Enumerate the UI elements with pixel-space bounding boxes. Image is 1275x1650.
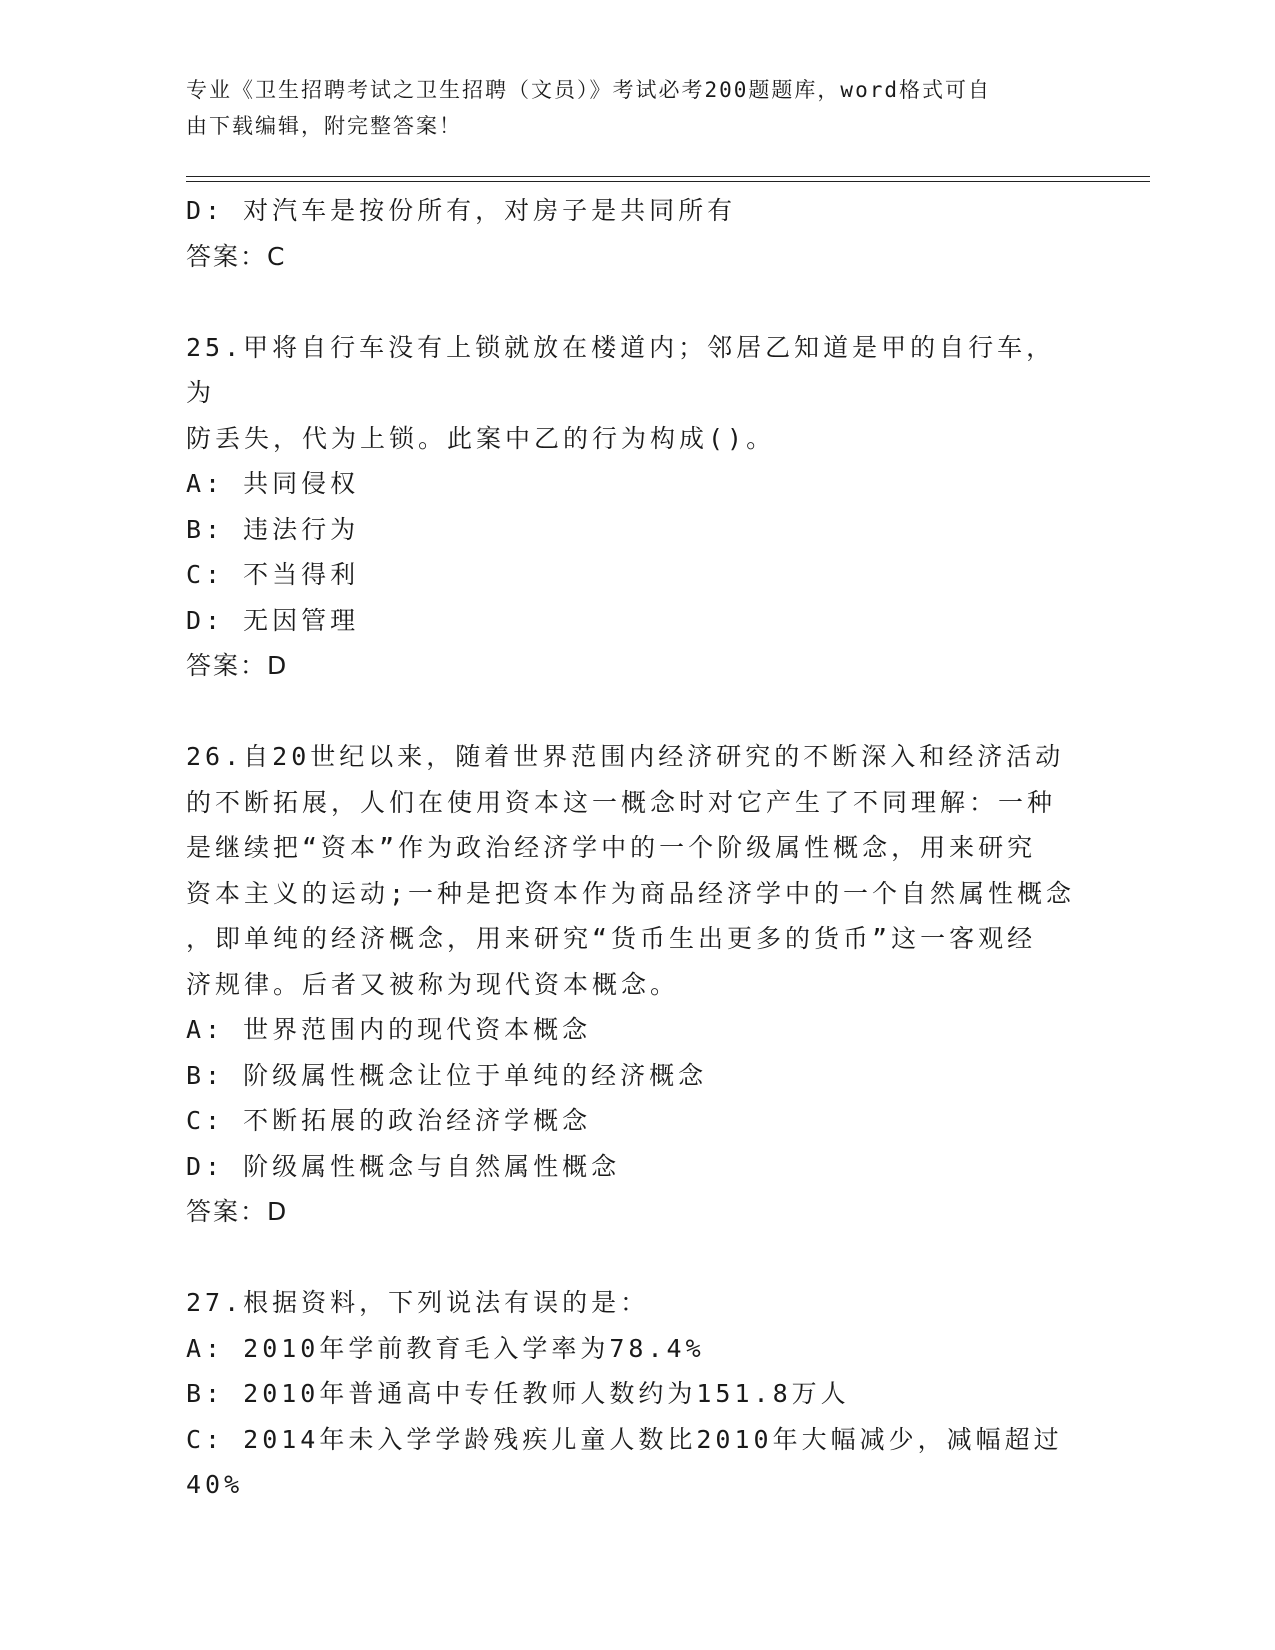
option-c-continuation: 40% xyxy=(186,1470,244,1499)
page-header xyxy=(186,72,1066,144)
question-text-line: ，即单纯的经济概念，用来研究“货币生出更多的货币”这一客观经 xyxy=(186,924,1037,953)
option-c: C: 不断拓展的政治经济学概念 xyxy=(186,1106,592,1135)
option-d: D: 对汽车是按份所有，对房子是共同所有 xyxy=(186,196,737,225)
document-body xyxy=(186,188,1076,1508)
previous-question-tail xyxy=(186,188,1076,279)
question-27 xyxy=(186,1280,1076,1508)
option-a: A: 2010年学前教育毛入学率为78.4% xyxy=(186,1333,705,1363)
header-line-1: 专业《卫生招聘考试之卫生招聘（文员）》考试必考200题题库，word格式可自 xyxy=(186,78,991,102)
option-d: D: 无因管理 xyxy=(186,605,360,635)
question-text-line: 资本主义的运动;一种是把资本作为商品经济学中的一个自然属性概念 xyxy=(186,878,1076,908)
option-b: B: 2010年普通高中专任教师人数约为151.8万人 xyxy=(186,1379,850,1408)
header-line-2: 由下载编辑，附完整答案！ xyxy=(186,114,462,138)
question-text-line: 防丢失，代为上锁。此案中乙的行为构成()。 xyxy=(186,423,776,453)
answer-line: 答案：D xyxy=(186,651,289,680)
question-text-line: 27.根据资料，下列说法有误的是： xyxy=(186,1288,650,1317)
question-26 xyxy=(186,734,1076,1235)
question-text-line: 是继续把“资本”作为政治经济学中的一个阶级属性概念，用来研究 xyxy=(186,833,1037,862)
answer-line: 答案：C xyxy=(186,241,287,271)
question-text-line: 26.自20世纪以来，随着世界范围内经济研究的不断深入和经济活动 xyxy=(186,742,1065,771)
spacer xyxy=(186,689,1076,735)
answer-line: 答案：D xyxy=(186,1197,289,1226)
option-c: C: 2014年未入学学龄残疾儿童人数比2010年大幅减少，减幅超过 xyxy=(186,1424,1063,1454)
question-text-line: 25.甲将自行车没有上锁就放在楼道内；邻居乙知道是甲的自行车，为 xyxy=(186,332,1056,407)
spacer xyxy=(186,279,1076,325)
question-text-line: 济规律。后者又被称为现代资本概念。 xyxy=(186,969,680,999)
option-a: A: 世界范围内的现代资本概念 xyxy=(186,1015,592,1044)
option-c: C: 不当得利 xyxy=(186,560,360,589)
option-b: B: 阶级属性概念让位于单纯的经济概念 xyxy=(186,1060,708,1090)
option-b: B: 违法行为 xyxy=(186,514,360,544)
header-divider xyxy=(186,176,1150,182)
option-a: A: 共同侵权 xyxy=(186,469,360,498)
question-text-line: 的不断拓展，人们在使用资本这一概念时对它产生了不同理解：一种 xyxy=(186,787,1057,817)
question-25 xyxy=(186,325,1076,689)
option-d: D: 阶级属性概念与自然属性概念 xyxy=(186,1151,621,1181)
spacer xyxy=(186,1235,1076,1281)
